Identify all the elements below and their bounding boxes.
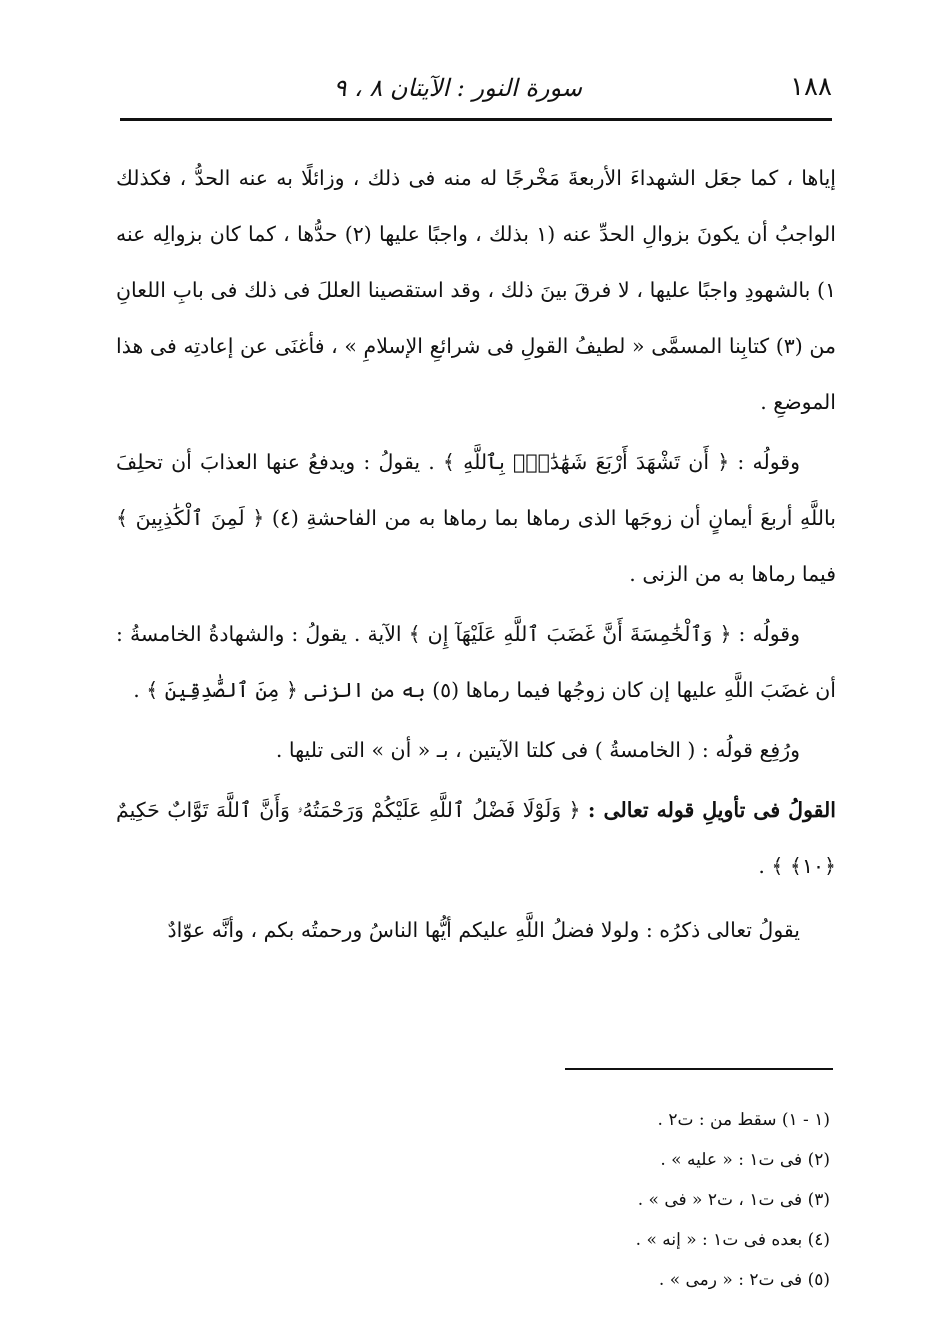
footnote-5: (٥) فى ت٢ : « رمى » . xyxy=(658,1270,830,1290)
paragraph-4: ورُفِع قولُه : ( الخامسةُ ) فى كلتا الآيتين ، بـ « أن » التى تليها . xyxy=(275,738,800,762)
page-header xyxy=(120,72,832,112)
section-heading xyxy=(116,782,836,894)
footnote-1: (١ - ١) سقط من : ت٢ . xyxy=(657,1110,830,1130)
main-text xyxy=(116,150,836,958)
footnote-2: (٢) فى ت١ : « عليه » . xyxy=(660,1150,830,1170)
paragraph-1: إياها ، كما جعَل الشهداءَ الأربعةَ مَخْرجًا له منه فى ذلك ، وزائلًا به عنه الحدُّ ، فكذلك الواجبُ أن يكونَ بزوالِ الحدِّ عنه (١ بذلك ، واجبًا عليها (٢) حدُّها ، كما كان بزوالِه عنه ١) بالشهودِ واجبًا عليها ، لا فرقَ بينَ ذلك ، وقد استقصينا العللَ فى ذلك فى بابِ اللعانِ من (٣) كتابِنا المسمَّى « لطيفُ القولِ فى شرائعِ الإسلامِ » ، فأغنَى عن إعادتِه فى هذا الموضعِ . xyxy=(116,166,836,414)
section-heading-verse: ﴿ وَلَوْلَا فَضْلُ ٱللَّهِ عَلَيْكُمْ وَرَحْمَتُهُۥ وَأَنَّ ٱللَّهَ تَوَّابٌ حَكِيمٌ ﴿١٠﴾ ﴾ . xyxy=(116,798,836,878)
footnotes xyxy=(300,1100,830,1300)
paragraph-3: وقولُه : ﴿ وَٱلْخَٰمِسَةَ أَنَّ غَضَبَ ٱللَّهِ عَلَيْهَآ إِن ﴾ الآية . يقولُ : والشهادةُ الخامسةُ : أن غضَبَ اللَّهِ عليها إن كان زوجُها فيما رماها (٥) به من الزنى ﴿ مِنَ ٱلصَّٰدِقِينَ ﴾ . xyxy=(116,622,836,702)
last-line: يقولُ تعالى ذكرُه : ولولا فضلُ اللَّهِ عليكم أيُّها الناسُ ورحمتُه بكم ، وأنَّه عوّادٌ xyxy=(167,918,800,942)
header-divider xyxy=(120,118,832,121)
footnote-3: (٣) فى ت١ ، ت٢ « فى » . xyxy=(637,1190,830,1210)
running-title: سورة النور : الآيتان ٨ ، ٩ xyxy=(333,74,582,102)
footnote-4: (٤) بعده فى ت١ : « إنه » . xyxy=(635,1230,830,1250)
paragraph-2: وقولُه : ﴿ أَن تَشْهَدَ أَرْبَعَ شَهَٰدَٰتٍۭ بِٱللَّهِ ﴾ . يقولُ : ويدفعُ عنها العذابَ أن تحلِفَ باللَّهِ أربعَ أيمانٍ أن زوجَها الذى رماها بما رماها به من الفاحشةِ (٤) ﴿ لَمِنَ ٱلْكَٰذِبِينَ ﴾ فيما رماها به من الزنى . xyxy=(116,450,836,586)
section-heading-lead: القولُ فى تأويلِ قوله تعالى : xyxy=(587,798,836,822)
footnote-divider xyxy=(565,1068,833,1070)
page-number: ١٨٨ xyxy=(790,72,832,102)
